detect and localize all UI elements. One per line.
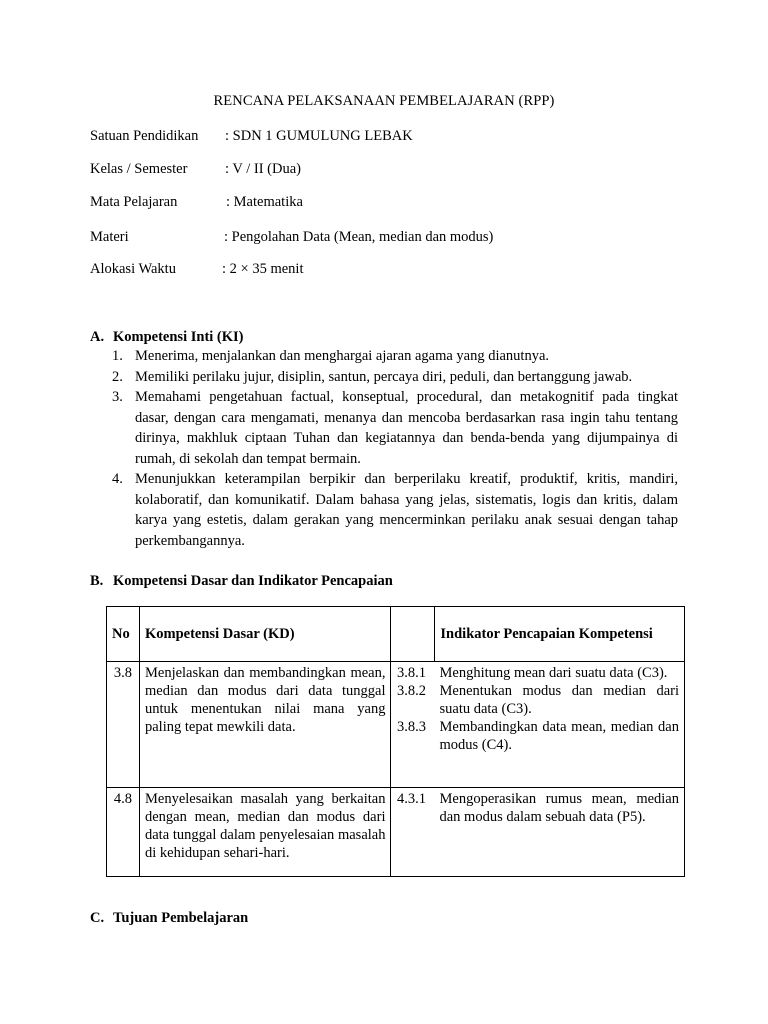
document-title: RENCANA PELAKSANAAN PEMBELAJARAN (RPP)	[213, 93, 555, 109]
list-text: Memiliki perilaku jujur, disiplin, santun, percaya diri, peduli, dan bertanggung jawab.	[135, 368, 633, 385]
indicator-line	[391, 682, 679, 718]
section-title: Kompetensi Inti (KI)	[113, 329, 244, 345]
table-row	[107, 662, 685, 788]
list-item	[90, 387, 678, 469]
ki-list	[90, 346, 678, 551]
list-number: 1.	[112, 348, 123, 364]
meta-value: : Matematika	[226, 194, 303, 210]
list-text: Menunjukkan keterampilan berpikir dan berperilaku kreatif, produktif, kritis, mandiri, kolaboratif, dan komunikatif. Dalam bahasa yang jelas, sistematis, logis dan kritis, dalam karya yang estetis, dalam gerakan yang mencerminkan perilaku anak sesuai dengan tahap perkembangannya.	[135, 471, 678, 549]
header-no: No	[107, 607, 140, 662]
meta-label: Mata Pelajaran	[90, 194, 178, 210]
list-number: 3.	[112, 389, 123, 405]
kd-table	[106, 606, 685, 877]
list-item	[90, 469, 678, 551]
cell-indicators	[391, 662, 685, 788]
list-text: Menerima, menjalankan dan menghargai ajaran agama yang dianutnya.	[135, 348, 550, 364]
list-item	[90, 367, 678, 388]
indicator-number: 3.8.1	[396, 665, 426, 681]
cell-no: 3.8	[107, 662, 140, 788]
meta-label: Kelas / Semester	[90, 161, 188, 177]
indicator-number: 3.8.2	[396, 683, 426, 699]
meta-value: : V / II (Dua)	[225, 161, 301, 177]
indicator-text: Membandingkan data mean, median dan modus (C4).	[439, 719, 679, 753]
table-row	[107, 788, 685, 877]
indicator-text: Menentukan modus dan median dari suatu data (C3).	[439, 683, 679, 717]
header-kd: Kompetensi Dasar (KD)	[139, 607, 391, 662]
indicator-number: 3.8.3	[396, 719, 426, 735]
list-item	[90, 346, 678, 367]
meta-label: Alokasi Waktu	[90, 261, 176, 277]
list-number: 4.	[112, 471, 123, 487]
indicator-line	[391, 718, 679, 754]
header-indicator-no	[391, 607, 435, 662]
section-letter: C.	[90, 910, 105, 926]
meta-label: Satuan Pendidikan	[90, 128, 199, 144]
section-c-heading	[90, 908, 248, 928]
meta-value: : Pengolahan Data (Mean, median dan modus)	[224, 229, 494, 245]
cell-no: 4.8	[107, 788, 140, 877]
indicator-text: Mengoperasikan rumus mean, median dan modus dalam sebuah data (P5).	[439, 791, 679, 825]
meta-value: : 2 × 35 menit	[222, 261, 304, 277]
cell-indicators	[391, 788, 685, 877]
section-title: Tujuan Pembelajaran	[113, 910, 249, 926]
section-letter: B.	[90, 573, 104, 589]
table-header-row	[107, 607, 685, 662]
header-indicator: Indikator Pencapaian Kompetensi	[435, 607, 685, 662]
list-text: Memahami pengetahuan factual, konseptual, procedural, dan metakognitif pada tingkat dasar, dengan cara mengamati, menanya dan mencoba berdasarkan rasa ingin tahu tentang dirinya, makhluk ciptaan Tuhan dan kegiatannya dan benda-benda yang dijumpainya di rumah, di sekolah dan tempat bermain.	[135, 389, 678, 467]
indicator-text: Menghitung mean dari suatu data (C3).	[439, 665, 668, 681]
indicator-line	[391, 664, 679, 682]
indicator-line	[391, 790, 679, 826]
meta-value: : SDN 1 GUMULUNG LEBAK	[225, 128, 413, 144]
section-letter: A.	[90, 329, 105, 345]
meta-label: Materi	[90, 229, 129, 245]
section-b-heading	[90, 571, 393, 591]
list-number: 2.	[112, 368, 123, 385]
indicator-number: 4.3.1	[396, 791, 426, 807]
section-title: Kompetensi Dasar dan Indikator Pencapaian	[113, 573, 393, 589]
cell-kd: Menjelaskan dan membandingkan mean, median dan modus dari data tunggal untuk menentukan nilai mana yang paling tepat mewkili data.	[139, 662, 391, 788]
cell-kd: Menyelesaikan masalah yang berkaitan dengan mean, median dan modus dari data tunggal dalam penyelesaian masalah di kehidupan sehari-hari.	[139, 788, 391, 877]
section-a-heading	[90, 327, 244, 347]
